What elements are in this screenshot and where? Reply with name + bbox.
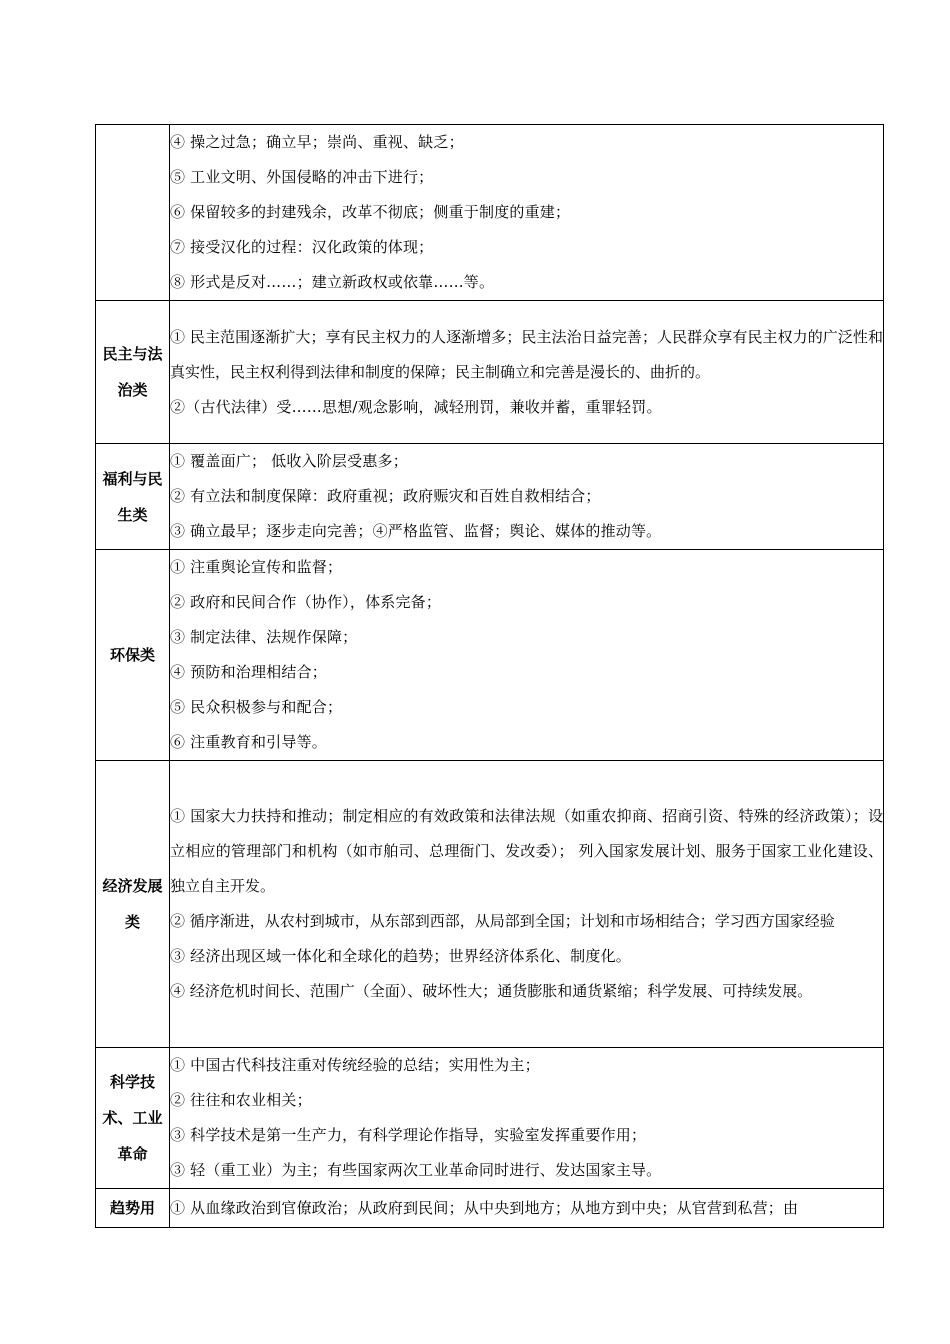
list-item: ③ 轻（重工业）为主；有些国家两次工业革命同时进行、发达国家主导。	[170, 1161, 662, 1179]
category-label: 科学技术、工业革命	[102, 1073, 163, 1163]
table-row	[96, 550, 884, 761]
list-item: ① 民主范围逐渐扩大；享有民主权力的人逐渐增多；民主法治日益完善；人民群众享有民主权力的广泛性和真实性，民主权利得到法律和制度的保障；民主制确立和完善是漫长的、曲折的。	[170, 327, 883, 381]
list-item: ⑦ 接受汉化的过程：汉化政策的体现；	[170, 238, 434, 256]
list-item: ① 中国古代科技注重对传统经验的总结；实用性为主；	[170, 1056, 540, 1074]
list-item: ① 覆盖面广； 低收入阶层受惠多；	[170, 452, 408, 470]
table-row	[96, 1189, 884, 1228]
category-cell	[96, 444, 170, 550]
category-cell	[96, 761, 170, 1048]
category-label: 经济发展类	[102, 877, 163, 931]
list-item: ① 注重舆论宣传和监督；	[170, 558, 343, 576]
list-item: ① 从血缘政治到官僚政治；从政府到民间；从中央到地方；从地方到中央；从官营到私营；由	[170, 1198, 799, 1217]
list-item: ② 有立法和制度保障：政府重视；政府赈灾和百姓自救相结合；	[170, 487, 601, 505]
list-item: ②（古代法律）受……思想/观念影响，减轻刑罚，兼收并蓄，重罪轻罚。	[170, 397, 662, 416]
list-item: ⑥ 保留较多的封建残余，改革不彻底；侧重于制度的重建；	[170, 203, 571, 221]
table-row	[96, 1048, 884, 1189]
list-item: ② 政府和民间合作（协作），体系完备；	[170, 593, 442, 611]
list-item: ① 国家大力扶持和推动；制定相应的有效政策和法律法规（如重农抑商、招商引资、特殊的经济政策）；设立相应的管理部门和机构（如市舶司、总理衙门、发改委）； 列入国家发展计划、服务于国家工业化建设、独立自主开发。	[170, 807, 883, 895]
content-cell	[170, 301, 884, 444]
list-item: ② 往往和农业相关；	[170, 1091, 312, 1109]
list-item: ② 循序渐进，从农村到城市，从东部到西部，从局部到全国；计划和市场相结合；学习西方国家经验	[170, 912, 835, 930]
category-cell: 环保类	[96, 550, 170, 761]
content-cell	[170, 1048, 884, 1189]
content-cell	[170, 761, 884, 1048]
content-cell	[170, 1189, 884, 1228]
table-row	[96, 444, 884, 550]
list-item: ④ 操之过急；确立早；崇尚、重视、缺乏；	[170, 133, 464, 151]
list-item: ③ 制定法律、法规作保障；	[170, 628, 358, 646]
category-label: 民主与法治类	[102, 345, 163, 399]
category-cell: 趋势用	[96, 1189, 170, 1228]
category-cell	[96, 1048, 170, 1189]
list-item: ④ 经济危机时间长、范围广（全面）、破坏性大；通货膨胀和通货紧缩；科学发展、可持续发展。	[170, 982, 813, 1000]
list-item: ③ 确立最早；逐步走向完善；④严格监管、监督；舆论、媒体的推动等。	[170, 522, 662, 540]
list-item: ③ 科学技术是第一生产力，有科学理论作指导，实验室发挥重要作用；	[170, 1126, 647, 1144]
content-cell	[170, 444, 884, 550]
list-item: ⑥ 注重教育和引导等。	[170, 733, 327, 751]
summary-table	[95, 124, 884, 1228]
table-row	[96, 301, 884, 444]
list-item: ⑤ 工业文明、外国侵略的冲击下进行；	[170, 168, 434, 186]
category-label: 福利与民生类	[102, 469, 163, 524]
table-row	[96, 761, 884, 1048]
content-cell	[170, 550, 884, 761]
category-cell	[96, 301, 170, 444]
list-item: ④ 预防和治理相结合；	[170, 663, 327, 681]
list-item: ③ 经济出现区域一体化和全球化的趋势；世界经济体系化、制度化。	[170, 947, 631, 965]
category-cell	[96, 125, 170, 301]
table-row	[96, 125, 884, 301]
list-item: ⑧ 形式是反对……；建立新政权或依靠……等。	[170, 273, 495, 291]
list-item: ⑤ 民众积极参与和配合；	[170, 698, 343, 716]
content-cell	[170, 125, 884, 301]
